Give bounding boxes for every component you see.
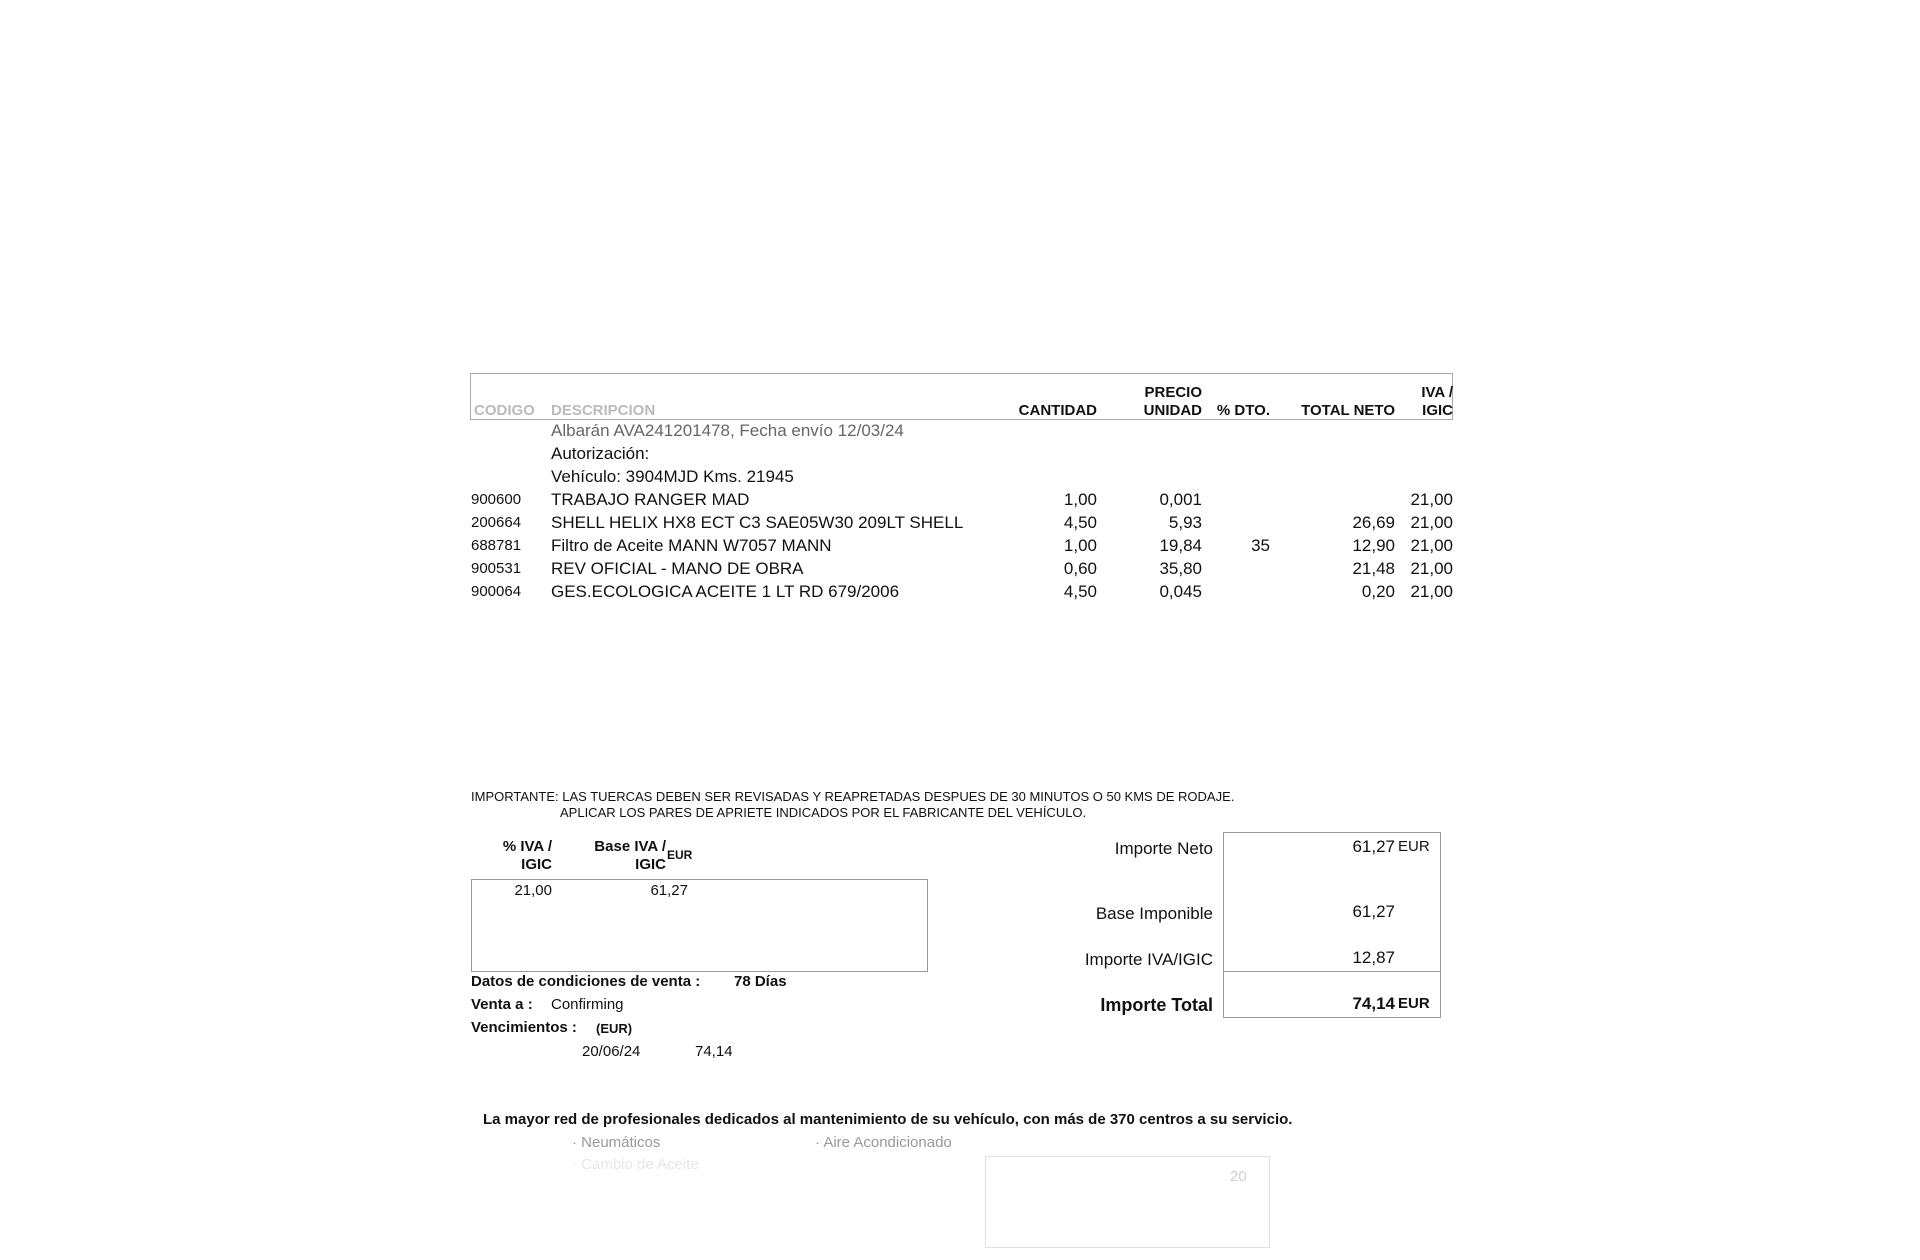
footer-slogan: La mayor red de profesionales dedicados al mantenimiento de su vehículo, con más de 370 centros a su servicio. (483, 1111, 1293, 1128)
venta-label: Venta a : (471, 996, 533, 1013)
row-cantidad: 4,50 (1063, 582, 1097, 601)
vencimiento-amount: 74,14 (695, 1043, 733, 1060)
row-descripcion: TRABAJO RANGER MAD (551, 490, 750, 509)
base-imponible-label: Base Imponible (1095, 904, 1213, 923)
row-cantidad: 0,60 (1063, 559, 1097, 578)
datos-value: 78 Días (734, 973, 787, 990)
totals-divider (1223, 971, 1441, 972)
vencimientos-label: Vencimientos : (471, 1019, 577, 1036)
importe-iva-label: Importe IVA/IGIC (1084, 950, 1213, 969)
importe-total-label: Importe Total (1100, 995, 1213, 1015)
row-iva: 21,00 (1410, 536, 1453, 555)
header-precio-line1: PRECIO (1144, 384, 1202, 401)
row-precio: 0,001 (1159, 490, 1202, 509)
importe-total-value: 74,14 (1352, 994, 1395, 1013)
header-codigo: CODIGO (474, 402, 535, 419)
info-vehiculo: Vehículo: 3904MJD Kms. 21945 (551, 467, 794, 486)
base-imponible-value: 61,27 (1352, 902, 1395, 921)
row-iva: 21,00 (1410, 582, 1453, 601)
importe-neto-label: Importe Neto (1114, 839, 1213, 858)
row-precio: 19,84 (1159, 536, 1202, 555)
row-precio: 0,045 (1159, 582, 1202, 601)
vencimiento-date: 20/06/24 (582, 1043, 641, 1060)
totals-box (1223, 832, 1441, 1018)
row-cantidad: 1,00 (1063, 536, 1097, 555)
importe-total-currency: EUR (1398, 995, 1430, 1012)
info-autorizacion: Autorización: (551, 444, 650, 463)
row-total: 26,69 (1352, 513, 1395, 532)
header-precio-line2: UNIDAD (1143, 402, 1202, 419)
service-cambio-aceite: · Cambio de Aceite (572, 1156, 699, 1173)
header-iva-line1: IVA / (1421, 384, 1453, 401)
row-iva: 21,00 (1410, 559, 1453, 578)
row-cantidad: 1,00 (1063, 490, 1097, 509)
tax-iva-header-1: % IVA / (502, 838, 552, 855)
row-descripcion: REV OFICIAL - MANO DE OBRA (551, 559, 804, 578)
footer-faded-box (985, 1156, 1270, 1248)
notice-line-1: IMPORTANTE: LAS TUERCAS DEBEN SER REVISADAS Y REAPRETADAS DESPUES DE 30 MINUTOS O 50 KMS DE RODAJE. (471, 789, 1235, 804)
tax-iva-header-2: IGIC (521, 856, 552, 873)
header-total-neto: TOTAL NETO (1301, 402, 1395, 419)
importe-iva-value: 12,87 (1352, 948, 1395, 967)
notice-line-2: APLICAR LOS PARES DE APRIETE INDICADOS POR EL FABRICANTE DEL VEHÍCULO. (560, 805, 1087, 820)
footer-box-fragment: 20 (1230, 1168, 1247, 1185)
header-dto: % DTO. (1216, 402, 1270, 419)
row-iva: 21,00 (1410, 513, 1453, 532)
tax-base-header-2: IGIC (635, 856, 666, 873)
row-codigo: 900531 (471, 560, 522, 577)
service-neumaticos: · Neumáticos (572, 1134, 661, 1151)
row-cantidad: 4,50 (1063, 513, 1097, 532)
header-descripcion: DESCRIPCION (551, 402, 656, 419)
tax-currency: EUR (667, 848, 693, 862)
tax-iva-value: 21,00 (514, 882, 552, 899)
row-total: 12,90 (1352, 536, 1395, 555)
header-cantidad: CANTIDAD (1018, 402, 1097, 419)
datos-label: Datos de condiciones de venta : (471, 973, 701, 990)
info-albaran: Albarán AVA241201478, Fecha envío 12/03/24 (551, 421, 904, 440)
row-descripcion: GES.ECOLOGICA ACEITE 1 LT RD 679/2006 (551, 582, 900, 601)
row-total: 0,20 (1361, 582, 1395, 601)
row-precio: 5,93 (1168, 513, 1202, 532)
service-aire-acondicionado: · Aire Acondicionado (815, 1134, 952, 1151)
row-codigo: 200664 (471, 514, 522, 531)
row-codigo: 900600 (471, 491, 522, 508)
row-descripcion: SHELL HELIX HX8 ECT C3 SAE05W30 209LT SHELL (551, 513, 964, 532)
row-dto: 35 (1251, 536, 1270, 555)
header-iva-line2: IGIC (1422, 402, 1453, 419)
row-descripcion: Filtro de Aceite MANN W7057 MANN (551, 536, 832, 555)
vencimientos-currency: (EUR) (596, 1021, 633, 1036)
venta-value: Confirming (551, 996, 624, 1013)
importe-neto-currency: EUR (1398, 838, 1430, 855)
importe-neto-value: 61,27 (1352, 837, 1395, 856)
row-codigo: 688781 (471, 537, 522, 554)
row-iva: 21,00 (1410, 490, 1453, 509)
tax-base-header-1: Base IVA / (594, 838, 666, 855)
row-total: 21,48 (1352, 559, 1395, 578)
row-precio: 35,80 (1159, 559, 1202, 578)
tax-base-value: 61,27 (650, 882, 688, 899)
row-codigo: 900064 (471, 583, 522, 600)
